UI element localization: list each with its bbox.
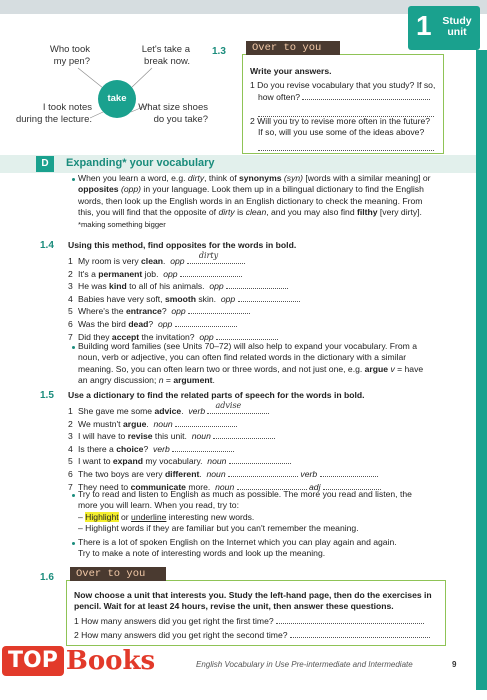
bullet-icon [72,178,75,181]
exercise-number-1-5: 1.5 [40,390,54,401]
list-item: 3 I will have to revise this unit. noun [68,430,468,443]
mind-map-phrase-4: What size shoes do you take? [138,102,208,125]
answer-line[interactable] [290,629,430,638]
list-item: 2 It's a permanent job. opp [68,268,468,281]
list-item: 6 The two boys are very different. noun verb [68,468,468,481]
answer-line[interactable] [226,280,288,289]
list-item: 2 We mustn't argue. noun [68,418,468,431]
answer-line[interactable] [175,318,237,327]
over-to-you-instruction-1-3: Write your answers. [250,66,332,76]
exercise-1-5-list [68,401,468,493]
footnote: *making something bigger [78,219,166,229]
bullet-icon [72,494,75,497]
answer-line[interactable] [302,91,430,100]
read-listen-paragraph: Try to read and listen to English as much as possible. The more you read and listen, the more you will learn. When you read, try to: – Highlight or underline interesting new words. – Highlight words if they are familiar but you can't remember the meaning. [78,489,412,534]
over-to-you-q1-1-6: 1 How many answers did you get right the first time? [74,615,442,627]
mind-map-phrase-2: Let's take a break now. [141,44,190,67]
answer-line[interactable] [172,443,234,452]
answer-line[interactable] [188,305,250,314]
unit-number: 1 [416,10,432,41]
list-item: 7 Did they accept the invitation? opp [68,331,468,344]
over-to-you-instruction-1-6: Now choose a unit that interests you. Study the left-hand page, then do the exercises in pencil. Wait for at least 24 hours, revise the unit, then answer these questions. [74,590,432,612]
footer-book-title: English Vocabulary in Use Pre-intermediate and Intermediate [196,660,413,669]
exercise-1-5-heading: Use a dictionary to find the related parts of speech for the words in bold. [68,390,365,400]
list-item: 4 Is there a choice? verb [68,443,468,456]
list-item: 3 He was kind to all of his animals. opp [68,280,468,293]
section-d-title: Expanding* your vocabulary [66,157,215,169]
topbooks-logo [2,646,155,676]
over-to-you-q2: 2 Will you try to revise more often in the future? If so, will you use some of the ideas above? [250,116,440,154]
list-item: 5 Where's the entrance? opp [68,305,468,318]
section-d-letter: D [36,156,54,172]
unit-label-line1: Study [442,15,472,27]
highlight-word: Highlight [85,511,119,522]
logo-top: TOP [2,646,64,676]
internet-paragraph: There is a lot of spoken English on the Internet which you can play again and again. Try to make a note of interesting words and look up the meaning. [78,537,397,559]
over-to-you-label-1-6: Over to you [70,567,166,581]
answer-line[interactable] [216,331,278,340]
over-to-you-label-1-3: Over to you [246,41,340,55]
section-d-paragraph: When you learn a word, e.g. dirty, think of synonyms (syn) [words with a similar meaning] or opposites (opp) in your language. Look them up in a bilingual dictionary to find the English words, then look up the English words in an English dictionary to check the meaning. From this, you will find that the opposite of dirty is clean, and you may also find filthy [very dirty]. *making something bigger [78,173,473,230]
answer-line[interactable] [258,142,434,151]
page-number: 9 [452,660,457,669]
answer-line[interactable]: advise [207,405,269,414]
bullet-icon [72,542,75,545]
exercise-number-1-6: 1.6 [40,572,54,583]
answer-line[interactable] [320,468,378,477]
exercise-1-4-heading: Using this method, find opposites for the words in bold. [68,240,297,250]
list-item: 1 My room is very clean. opp dirty [68,255,468,268]
exercise-1-4-list [68,251,468,343]
list-item: 6 Was the bird dead? opp [68,318,468,331]
answer-line[interactable] [238,293,300,302]
mind-map-phrase-3: I took notes during the lecture. [15,102,92,125]
answer-line[interactable] [180,268,242,277]
over-to-you-q1: 1 Do you revise vocabulary that you study? If so, how often? [250,80,440,120]
logo-books: Books [65,646,156,676]
over-to-you-q2-1-6: 2 How many answers did you get right the second time? [74,629,442,641]
word-families-paragraph: Building word families (see Units 70–72) will also help to expand your vocabulary. From a noun, verb or adjective, you can often find related words in the dictionary with a similar meaning. So, you can often learn two or three words, and not just one, e.g. argue v = have an angry discussion; n = argument. [78,341,424,386]
answer-line[interactable] [213,430,275,439]
answer-line[interactable] [276,615,424,624]
answer-line[interactable] [228,468,298,477]
answer-line[interactable] [229,455,291,464]
bullet-icon [72,346,75,349]
unit-label-line2: unit [447,26,467,38]
list-item: 7 They need to communicate more. noun adj [68,481,468,494]
exercise-number-1-4: 1.4 [40,240,54,251]
answer-line[interactable] [175,418,237,427]
list-item: 4 Babies have very soft, smooth skin. opp [68,293,468,306]
list-item: 1 She gave me some advice. verb advise [68,405,468,418]
list-item: 5 I want to expand my vocabulary. noun [68,455,468,468]
exercise-number-1-3: 1.3 [212,46,226,57]
answer-line[interactable]: dirty [187,255,245,264]
mind-map-phrase-1: Who took my pen? [49,44,90,67]
mind-map-center: take [98,80,136,118]
